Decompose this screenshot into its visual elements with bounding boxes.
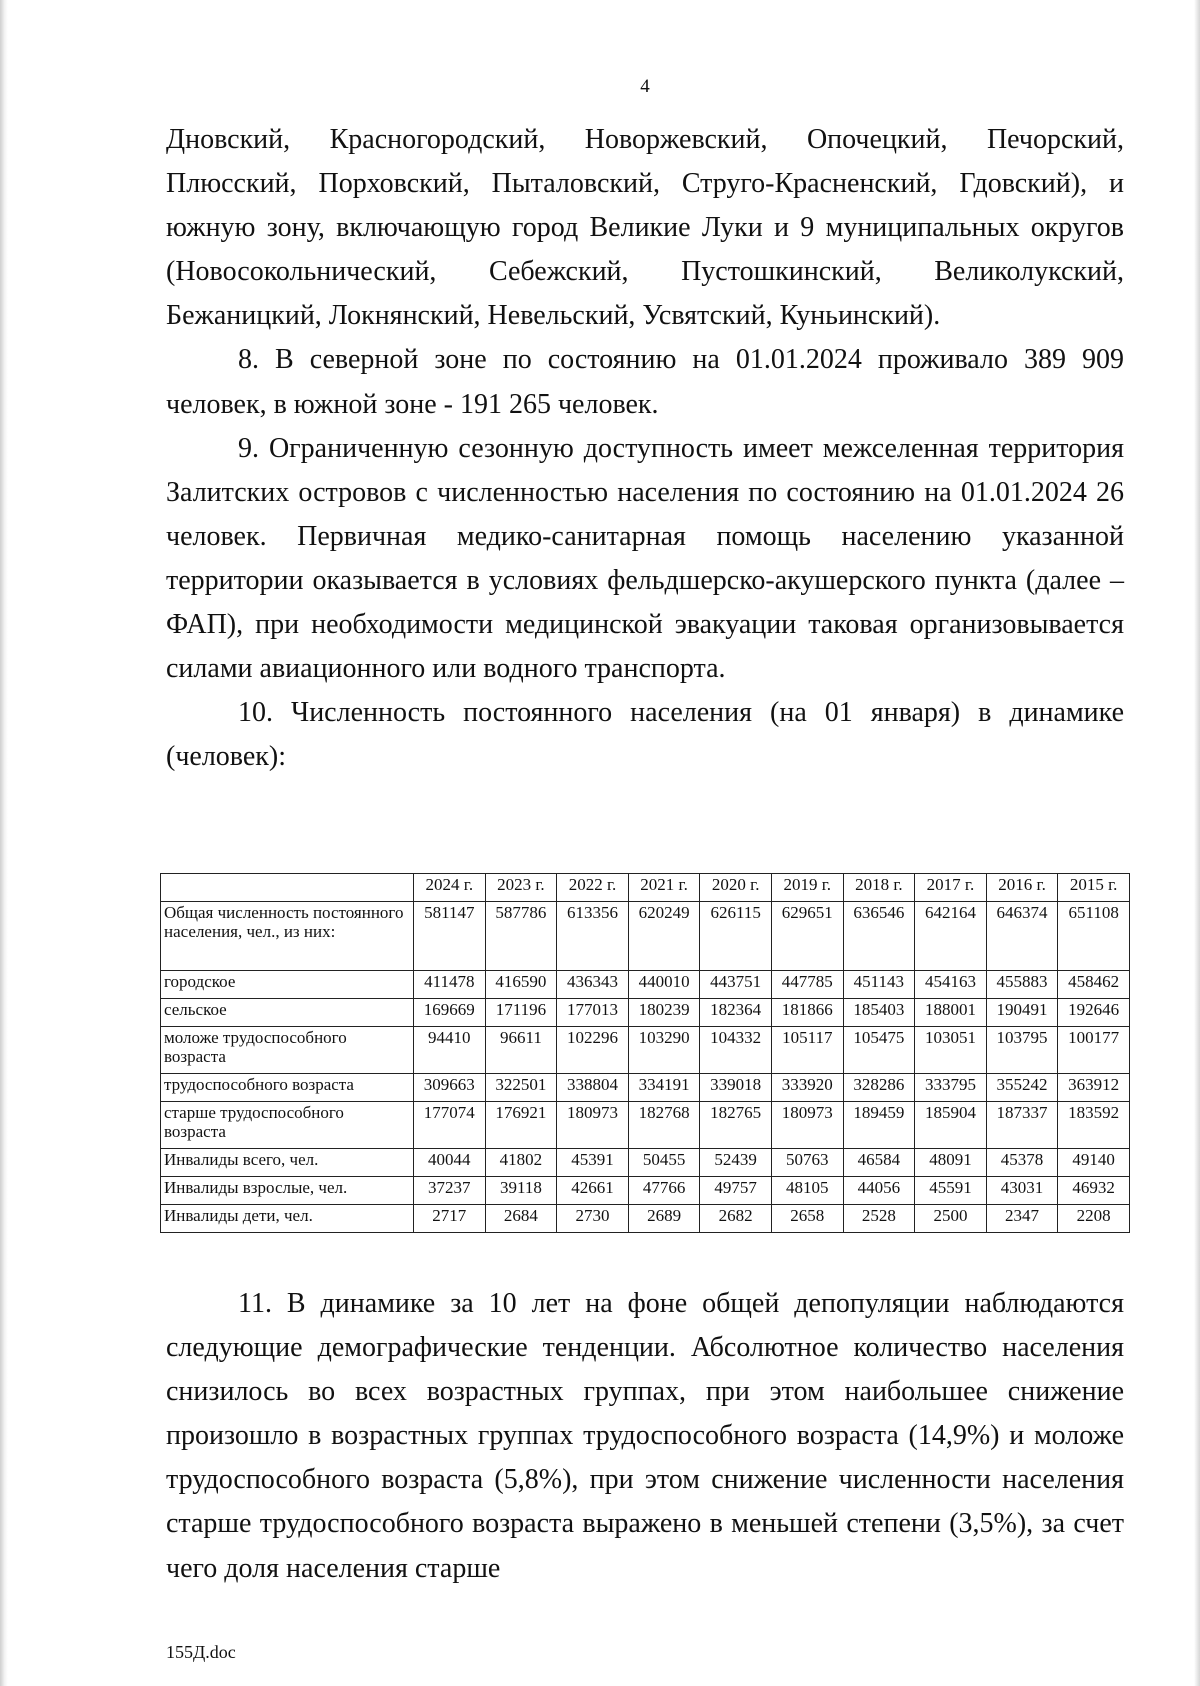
table-cell: 45391 xyxy=(557,1149,629,1177)
table-cell: 587786 xyxy=(485,902,557,971)
table-row xyxy=(161,1074,1130,1102)
table-cell: 447785 xyxy=(771,971,843,999)
year-header: 2022 г. xyxy=(557,874,629,902)
table-cell: 338804 xyxy=(557,1074,629,1102)
table-cell: 43031 xyxy=(986,1177,1058,1205)
table-cell: 2684 xyxy=(485,1205,557,1233)
table-header-label xyxy=(161,874,414,902)
table-cell: 44056 xyxy=(843,1177,915,1205)
row-label: Инвалиды всего, чел. xyxy=(161,1149,414,1177)
table-cell: 192646 xyxy=(1058,999,1130,1027)
paragraph-8: 8. В северной зоне по состоянию на 01.01.2024 проживало 389 909 человек, в южной зоне - 191 265 человек. xyxy=(166,344,1124,420)
table-cell: 322501 xyxy=(485,1074,557,1102)
table-row xyxy=(161,1027,1130,1074)
table-cell: 328286 xyxy=(843,1074,915,1102)
table-cell: 651108 xyxy=(1058,902,1130,971)
body-text-bottom xyxy=(166,1282,1124,1591)
table-cell: 177074 xyxy=(414,1102,486,1149)
row-label: трудоспособного возраста xyxy=(161,1074,414,1102)
year-header: 2015 г. xyxy=(1058,874,1130,902)
year-header: 2018 г. xyxy=(843,874,915,902)
table-cell: 180239 xyxy=(628,999,700,1027)
table-cell: 581147 xyxy=(414,902,486,971)
row-label: Общая численность постоянного населения, чел., из них: xyxy=(161,902,414,971)
table-cell: 620249 xyxy=(628,902,700,971)
table-cell: 416590 xyxy=(485,971,557,999)
table-cell: 41802 xyxy=(485,1149,557,1177)
table-row xyxy=(161,971,1130,999)
table-cell: 48105 xyxy=(771,1177,843,1205)
table-cell: 629651 xyxy=(771,902,843,971)
table-cell: 185403 xyxy=(843,999,915,1027)
table-cell: 440010 xyxy=(628,971,700,999)
row-label: Инвалиды дети, чел. xyxy=(161,1205,414,1233)
table-cell: 94410 xyxy=(414,1027,486,1074)
table-cell: 105117 xyxy=(771,1027,843,1074)
table-cell: 49757 xyxy=(700,1177,772,1205)
year-header: 2020 г. xyxy=(700,874,772,902)
table-cell: 103290 xyxy=(628,1027,700,1074)
table-cell: 171196 xyxy=(485,999,557,1027)
table-cell: 50455 xyxy=(628,1149,700,1177)
table-row xyxy=(161,1177,1130,1205)
page-number: 4 xyxy=(640,76,650,97)
table-row xyxy=(161,999,1130,1027)
table-cell: 636546 xyxy=(843,902,915,971)
table-cell: 45591 xyxy=(915,1177,987,1205)
table-cell: 176921 xyxy=(485,1102,557,1149)
table-cell: 333920 xyxy=(771,1074,843,1102)
table-cell: 182765 xyxy=(700,1102,772,1149)
table-cell: 363912 xyxy=(1058,1074,1130,1102)
table-cell: 183592 xyxy=(1058,1102,1130,1149)
year-header: 2016 г. xyxy=(986,874,1058,902)
table-cell: 47766 xyxy=(628,1177,700,1205)
table-cell: 39118 xyxy=(485,1177,557,1205)
table-cell: 334191 xyxy=(628,1074,700,1102)
table-cell: 458462 xyxy=(1058,971,1130,999)
row-label: Инвалиды взрослые, чел. xyxy=(161,1177,414,1205)
scan-edge-right xyxy=(1194,0,1200,1686)
table-cell: 2208 xyxy=(1058,1205,1130,1233)
table-cell: 180973 xyxy=(771,1102,843,1149)
table-cell: 2689 xyxy=(628,1205,700,1233)
table-cell: 48091 xyxy=(915,1149,987,1177)
table-cell: 436343 xyxy=(557,971,629,999)
table-cell: 50763 xyxy=(771,1149,843,1177)
table-cell: 455883 xyxy=(986,971,1058,999)
table-cell: 646374 xyxy=(986,902,1058,971)
year-header: 2019 г. xyxy=(771,874,843,902)
table-cell: 40044 xyxy=(414,1149,486,1177)
table-cell: 185904 xyxy=(915,1102,987,1149)
table-cell: 37237 xyxy=(414,1177,486,1205)
table-cell: 182364 xyxy=(700,999,772,1027)
table-cell: 2717 xyxy=(414,1205,486,1233)
table-cell: 2528 xyxy=(843,1205,915,1233)
table-cell: 169669 xyxy=(414,999,486,1027)
table-cell: 189459 xyxy=(843,1102,915,1149)
year-header: 2021 г. xyxy=(628,874,700,902)
table-cell: 104332 xyxy=(700,1027,772,1074)
year-header: 2023 г. xyxy=(485,874,557,902)
table-row xyxy=(161,1149,1130,1177)
table-cell: 49140 xyxy=(1058,1149,1130,1177)
table-cell: 100177 xyxy=(1058,1027,1130,1074)
table-cell: 103795 xyxy=(986,1027,1058,1074)
table-cell: 102296 xyxy=(557,1027,629,1074)
table-cell: 42661 xyxy=(557,1177,629,1205)
table-cell: 2730 xyxy=(557,1205,629,1233)
table-cell: 45378 xyxy=(986,1149,1058,1177)
table-cell: 2500 xyxy=(915,1205,987,1233)
table-cell: 181866 xyxy=(771,999,843,1027)
paragraph-11: 11. В динамике за 10 лет на фоне общей депопуляции наблюдаются следующие демографические тенденции. Абсолютное количество населения снизилось во всех возрастных группах, при этом наибольшее снижение произошло в возрастных группах трудоспособного возраста (14,9%) и моложе трудоспособного возраста (5,8%), при этом снижение численности населения старше трудоспособного возраста выражено в меньшей степени (3,5%), за счет чего доля населения старше xyxy=(166,1288,1124,1584)
table-cell: 190491 xyxy=(986,999,1058,1027)
table-cell: 46584 xyxy=(843,1149,915,1177)
table-cell: 411478 xyxy=(414,971,486,999)
population-table xyxy=(160,873,1130,1233)
scan-edge-left xyxy=(0,0,8,1686)
table-cell: 105475 xyxy=(843,1027,915,1074)
table-cell: 2347 xyxy=(986,1205,1058,1233)
table-cell: 103051 xyxy=(915,1027,987,1074)
table-header-row xyxy=(161,874,1130,902)
row-label: старше трудоспособного возраста xyxy=(161,1102,414,1149)
table-cell: 2682 xyxy=(700,1205,772,1233)
population-table-wrap xyxy=(160,873,1129,1233)
table-cell: 46932 xyxy=(1058,1177,1130,1205)
table-cell: 309663 xyxy=(414,1074,486,1102)
table-cell: 96611 xyxy=(485,1027,557,1074)
footer-filename: 155Д.doc xyxy=(166,1642,236,1662)
row-label: городское xyxy=(161,971,414,999)
paragraph-9: 9. Ограниченную сезонную доступность имеет межселенная территория Залитских островов с численностью населения по состоянию на 01.01.2024 26 человек. Первичная медико-санитарная помощь населению указанной территории оказывается в условиях фельдшерско-акушерского пункта (далее – ФАП), при необходимости медицинской эвакуации таковая организовывается силами авиационного или водного транспорта. xyxy=(166,432,1124,685)
table-cell: 443751 xyxy=(700,971,772,999)
table-cell: 52439 xyxy=(700,1149,772,1177)
table-cell: 451143 xyxy=(843,971,915,999)
table-cell: 187337 xyxy=(986,1102,1058,1149)
table-cell: 355242 xyxy=(986,1074,1058,1102)
table-row xyxy=(161,1205,1130,1233)
table-cell: 626115 xyxy=(700,902,772,971)
row-label: сельское xyxy=(161,999,414,1027)
body-text-top xyxy=(166,118,1124,779)
table-cell: 182768 xyxy=(628,1102,700,1149)
table-cell: 180973 xyxy=(557,1102,629,1149)
year-header: 2017 г. xyxy=(915,874,987,902)
table-cell: 642164 xyxy=(915,902,987,971)
paragraph-10-table-caption: 10. Численность постоянного населения (на 01 января) в динамике (человек): xyxy=(166,697,1124,773)
paragraph-continuation: Дновский, Красногородский, Новоржевский, Опочецкий, Печорский, Плюсский, Порховский, Пыталовский, Струго-Красненский, Гдовский), и южную зону, включающую город Великие Луки и 9 муниципальных округов (Новосокольнический, Себежский, Пустошкинский, Великолукский, Бежаницкий, Локнянский, Невельский, Усвятский, Куньинский). xyxy=(166,124,1124,332)
table-row xyxy=(161,902,1130,971)
table-cell: 613356 xyxy=(557,902,629,971)
table-cell: 177013 xyxy=(557,999,629,1027)
table-row xyxy=(161,1102,1130,1149)
table-cell: 188001 xyxy=(915,999,987,1027)
table-cell: 2658 xyxy=(771,1205,843,1233)
year-header: 2024 г. xyxy=(414,874,486,902)
table-cell: 339018 xyxy=(700,1074,772,1102)
table-cell: 454163 xyxy=(915,971,987,999)
row-label: моложе трудоспособного возраста xyxy=(161,1027,414,1074)
table-cell: 333795 xyxy=(915,1074,987,1102)
